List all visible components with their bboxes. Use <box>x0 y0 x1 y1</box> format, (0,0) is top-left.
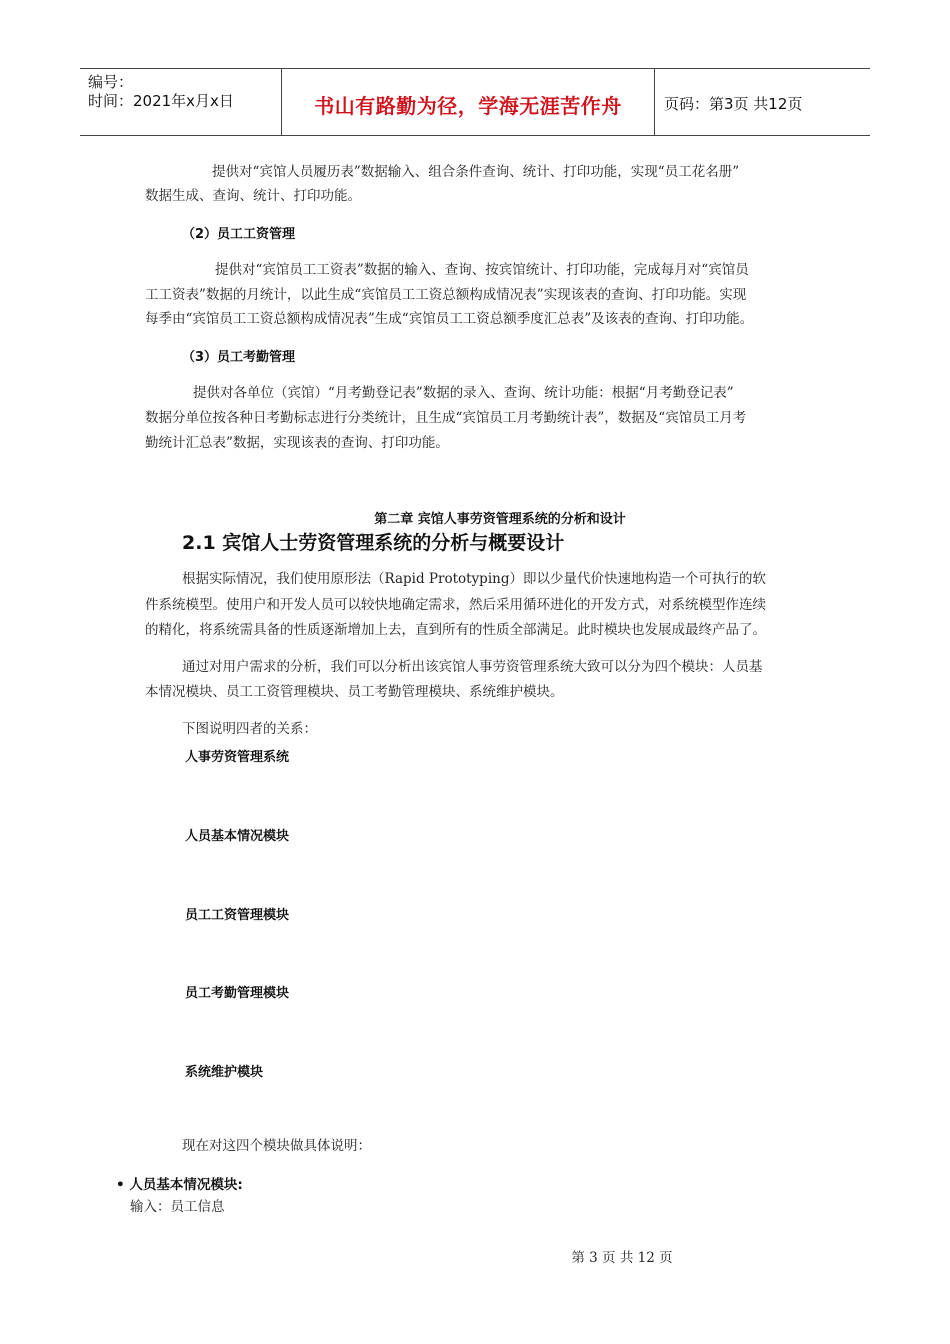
paragraph-3-line-3: 勤统计汇总表”数据，实现该表的查询、打印功能。 <box>145 435 449 451</box>
paragraph-4-line-1: 根据实际情况，我们使用原形法（Rapid Prototyping）即以少量代价快速地构造一个可执行的软 <box>182 571 766 587</box>
module-label-personnel: 人员基本情况模块 <box>185 829 290 844</box>
bullet-item <box>116 1173 243 1193</box>
header-serial-label: 编号： <box>88 73 134 91</box>
module-label-attendance: 员工考勤管理模块 <box>185 986 290 1001</box>
paragraph-4-line-2: 件系统模型。使用户和开发人员可以较快地确定需求，然后采用循环进化的开发方式，对系统模型作连续 <box>145 597 766 613</box>
subheading-salary-management: （2）员工工资管理 <box>182 227 296 242</box>
paragraph-3-line-1: 提供对各单位（宾馆）“月考勤登记表”数据的录入、查询、统计功能：根据“月考勤登记表” <box>193 385 734 401</box>
paragraph-2-line-3: 每季由“宾馆员工工资总额构成情况表”生成“宾馆员工工资总额季度汇总表”及该表的查询、打印功能。 <box>145 311 754 327</box>
header-motto: 书山有路勤为径，学海无涯苦作舟 <box>314 94 622 118</box>
module-label-maintenance: 系统维护模块 <box>185 1065 264 1080</box>
module-label-salary: 员工工资管理模块 <box>185 908 290 923</box>
paragraph-5-line-2: 本情况模块、员工工资管理模块、员工考勤管理模块、系统维护模块。 <box>145 684 564 700</box>
paragraph-2-line-2: 工工资表”数据的月统计，以此生成“宾馆员工工资总额构成情况表”实现该表的查询、打印功能。实现 <box>145 287 747 303</box>
header-divider-left <box>281 68 282 136</box>
diagram-intro: 下图说明四者的关系： <box>182 721 317 737</box>
page-footer: 第 3 页 共 12 页 <box>571 1250 673 1266</box>
input-line: 输入：员工信息 <box>130 1199 225 1215</box>
paragraph-4-line-3: 的精化，将系统需具备的性质逐渐增加上去，直到所有的性质全部满足。此时模块也发展成最终产品了。 <box>145 622 766 638</box>
bullet-title: 人员基本情况模块: <box>129 1177 243 1193</box>
bullet-dot-icon: • <box>116 1177 125 1193</box>
header-divider-right <box>654 68 655 136</box>
header-top-rule <box>80 68 870 69</box>
header-bottom-rule <box>80 135 870 136</box>
paragraph-3-line-2: 数据分单位按各种日考勤标志进行分类统计，且生成“宾馆员工月考勤统计表”，数据及“宾馆员工月考 <box>145 410 747 426</box>
subheading-attendance-management: （3）员工考勤管理 <box>182 350 296 365</box>
paragraph-1-line-1: 提供对“宾馆人员履历表”数据输入、组合条件查询、统计、打印功能，实现“员工花名册” <box>212 164 740 180</box>
module-label-system: 人事劳资管理系统 <box>185 750 290 765</box>
header-page-label: 页码：第3页 共12页 <box>664 95 803 113</box>
chapter-title: 第二章 宾馆人事劳资管理系统的分析和设计 <box>374 512 626 527</box>
header-date-label: 时间：2021年x月x日 <box>88 92 234 110</box>
detail-intro: 现在对这四个模块做具体说明： <box>182 1138 371 1154</box>
section-title: 2.1 宾馆人士劳资管理系统的分析与概要设计 <box>182 532 565 554</box>
paragraph-5-line-1: 通过对用户需求的分析，我们可以分析出该宾馆人事劳资管理系统大致可以分为四个模块：人员基 <box>182 659 763 675</box>
paragraph-1-line-2: 数据生成、查询、统计、打印功能。 <box>145 188 361 204</box>
paragraph-2-line-1: 提供对“宾馆员工工资表”数据的输入、查询、按宾馆统计、打印功能，完成每月对“宾馆员 <box>215 262 749 278</box>
